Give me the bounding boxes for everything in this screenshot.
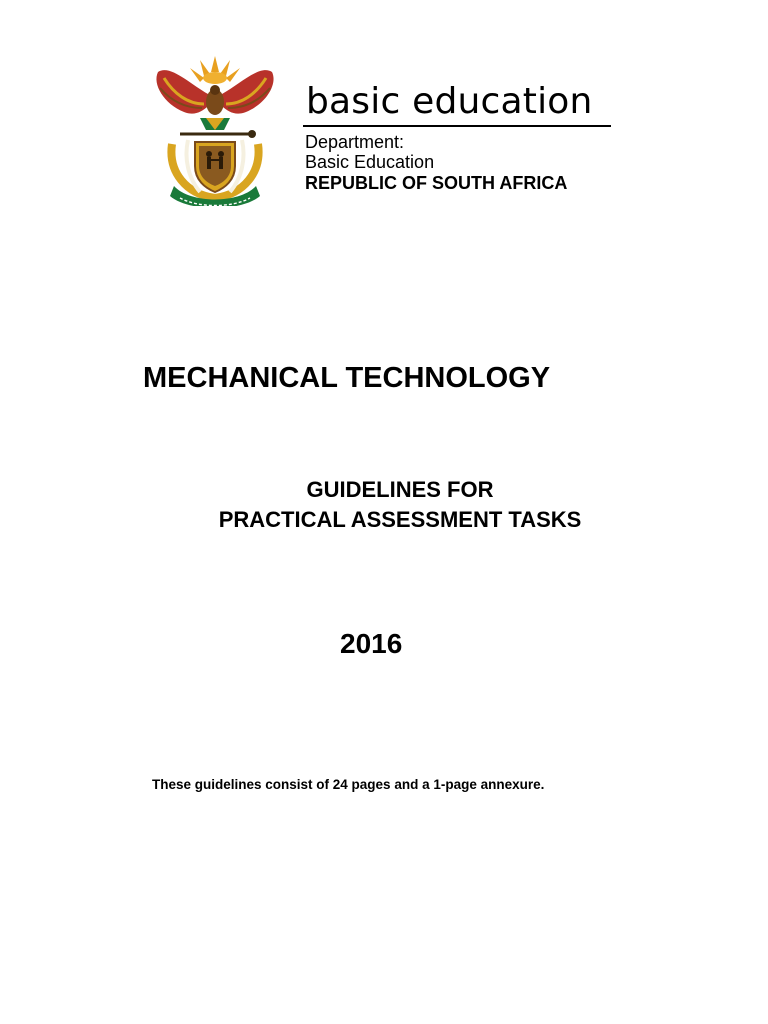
subject-title: MECHANICAL TECHNOLOGY bbox=[143, 362, 551, 394]
brand-title: basic education bbox=[306, 81, 593, 122]
document-type-line-2: PRACTICAL ASSESSMENT TASKS bbox=[218, 507, 582, 532]
brand-divider bbox=[303, 125, 611, 127]
country-name: REPUBLIC OF SOUTH AFRICA bbox=[305, 173, 568, 193]
coat-of-arms-emblem bbox=[150, 54, 280, 206]
department-label: Department: bbox=[305, 132, 405, 152]
document-header bbox=[140, 48, 622, 214]
document-type-line-1: GUIDELINES FOR bbox=[306, 477, 494, 502]
page-count-note: These guidelines consist of 24 pages and a 1-page annexure. bbox=[152, 777, 545, 792]
document-year: 2016 bbox=[340, 628, 403, 659]
department-name: Basic Education bbox=[305, 152, 435, 172]
